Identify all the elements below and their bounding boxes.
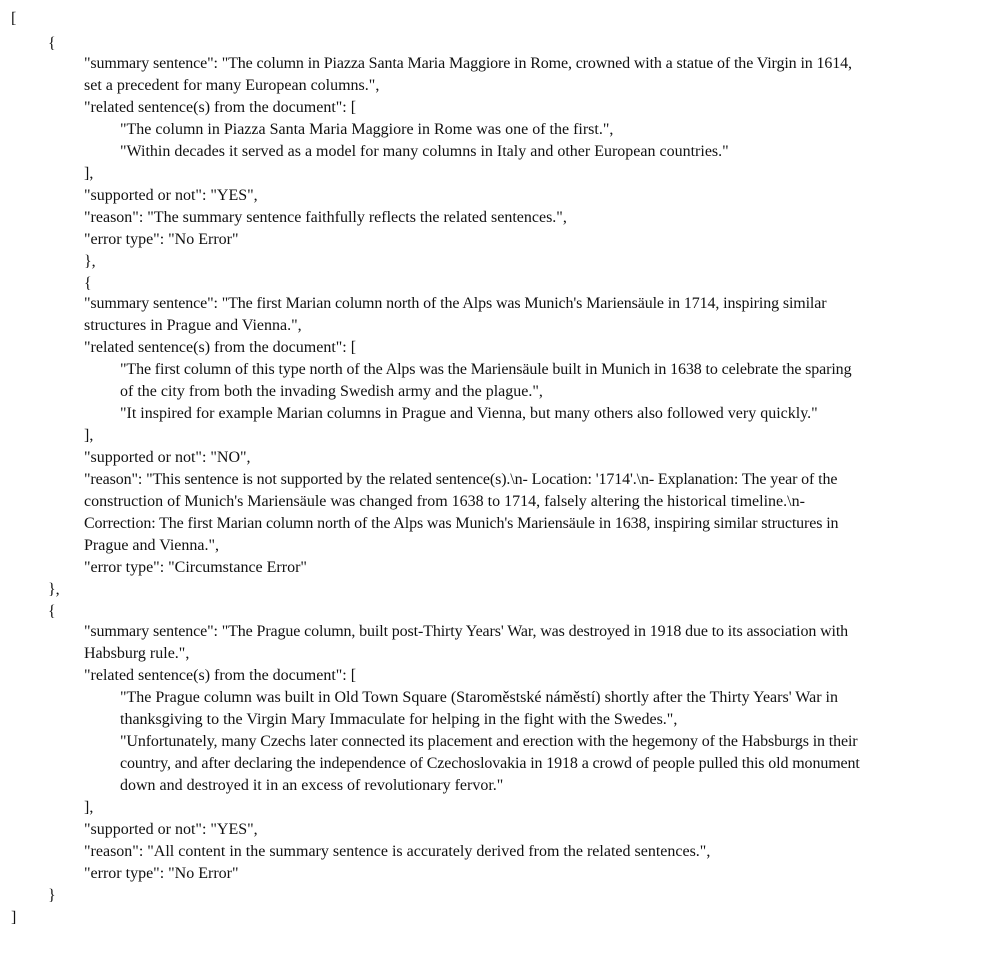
entry-1-summary-line-1: "summary sentence": "The column in Piazza Santa Maria Maggiore in Rome, crowned with a statue of the Virgin in 1614, (84, 55, 852, 72)
entry-3-summary-line-1: "summary sentence": "The Prague column, built post-Thirty Years' War, was destroyed in 1918 due to its association with (84, 623, 849, 640)
entry-1-open-brace: { (48, 35, 56, 52)
entry-3-related-sentence-2-line-3: down and destroyed it in an excess of revolutionary fervor." (120, 777, 504, 794)
close-bracket: ] (11, 909, 17, 926)
open-bracket: [ (11, 10, 17, 27)
entry-2-supported: "supported or not": "NO", (84, 449, 251, 466)
entry-2-related-sentence-1-line-2: of the city from both the invading Swedish army and the plague.", (120, 383, 543, 400)
entry-1-supported: "supported or not": "YES", (84, 187, 258, 204)
entry-2-related-key: "related sentence(s) from the document": [ (84, 339, 357, 356)
entry-3-reason: "reason": "All content in the summary sentence is accurately derived from the related sentences.", (84, 843, 711, 860)
entry-3-related-key: "related sentence(s) from the document": [ (84, 667, 357, 684)
entry-1-related-sentence-1: "The column in Piazza Santa Maria Maggiore in Rome was one of the first.", (120, 121, 614, 138)
entry-2-related-close: ], (84, 427, 94, 444)
entry-3-related-sentence-1-line-1: "The Prague column was built in Old Town Square (Staroměstské náměstí) shortly after the Thirty Years' War in (120, 689, 838, 706)
entry-3-related-close: ], (84, 799, 94, 816)
entry-1-related-sentence-2: "Within decades it served as a model for many columns in Italy and other European countries." (120, 143, 729, 160)
entry-3-related-sentence-2-line-1: "Unfortunately, many Czechs later connected its placement and erection with the hegemony of the Habsburgs in their (120, 733, 858, 750)
entry-2-summary-line-2: structures in Prague and Vienna.", (84, 317, 302, 334)
entry-3-related-sentence-1-line-2: thanksgiving to the Virgin Mary Immaculate for helping in the fight with the Swedes.", (120, 711, 678, 728)
entry-3-supported: "supported or not": "YES", (84, 821, 258, 838)
entry-2-related-sentence-2: "It inspired for example Marian columns in Prague and Vienna, but many others also followed very quickly." (120, 405, 818, 422)
entry-3-related-sentence-2-line-2: country, and after declaring the independence of Czechoslovakia in 1918 a crowd of people pulled this old monument (120, 755, 860, 772)
entry-3-open-brace: { (48, 603, 56, 620)
entry-2-reason-line-2: construction of Munich's Mariensäule was changed from 1638 to 1714, falsely altering the historical timeline.\n- (84, 493, 805, 510)
entry-1-error-type: "error type": "No Error" (84, 231, 239, 248)
entry-2-reason-line-3: Correction: The first Marian column north of the Alps was Munich's Mariensäule in 1638, inspiring similar structures in (84, 515, 839, 532)
entry-1-related-key: "related sentence(s) from the document": [ (84, 99, 357, 116)
entry-3-summary-line-2: Habsburg rule.", (84, 645, 190, 662)
entry-1-related-close: ], (84, 165, 94, 182)
entry-3-close-brace: } (48, 887, 56, 904)
entry-3-error-type: "error type": "No Error" (84, 865, 239, 882)
entry-2-related-sentence-1-line-1: "The first column of this type north of the Alps was the Mariensäule built in Munich in 1638 to celebrate the sparing (120, 361, 852, 378)
entry-2-reason-line-1: "reason": "This sentence is not supported by the related sentence(s).\n- Location: '1714'.\n- Explanation: The year of the (84, 471, 838, 488)
entry-1-close-brace: }, (84, 253, 96, 270)
entry-1-summary-line-2: set a precedent for many European columns.", (84, 77, 380, 94)
entry-2-close-brace: }, (48, 581, 60, 598)
entry-2-error-type: "error type": "Circumstance Error" (84, 559, 307, 576)
entry-1-reason: "reason": "The summary sentence faithfully reflects the related sentences.", (84, 209, 567, 226)
entry-2-reason-line-4: Prague and Vienna.", (84, 537, 220, 554)
entry-2-summary-line-1: "summary sentence": "The first Marian column north of the Alps was Munich's Mariensäule in 1714, inspiring similar (84, 295, 827, 312)
entry-2-open-brace: { (84, 275, 92, 292)
